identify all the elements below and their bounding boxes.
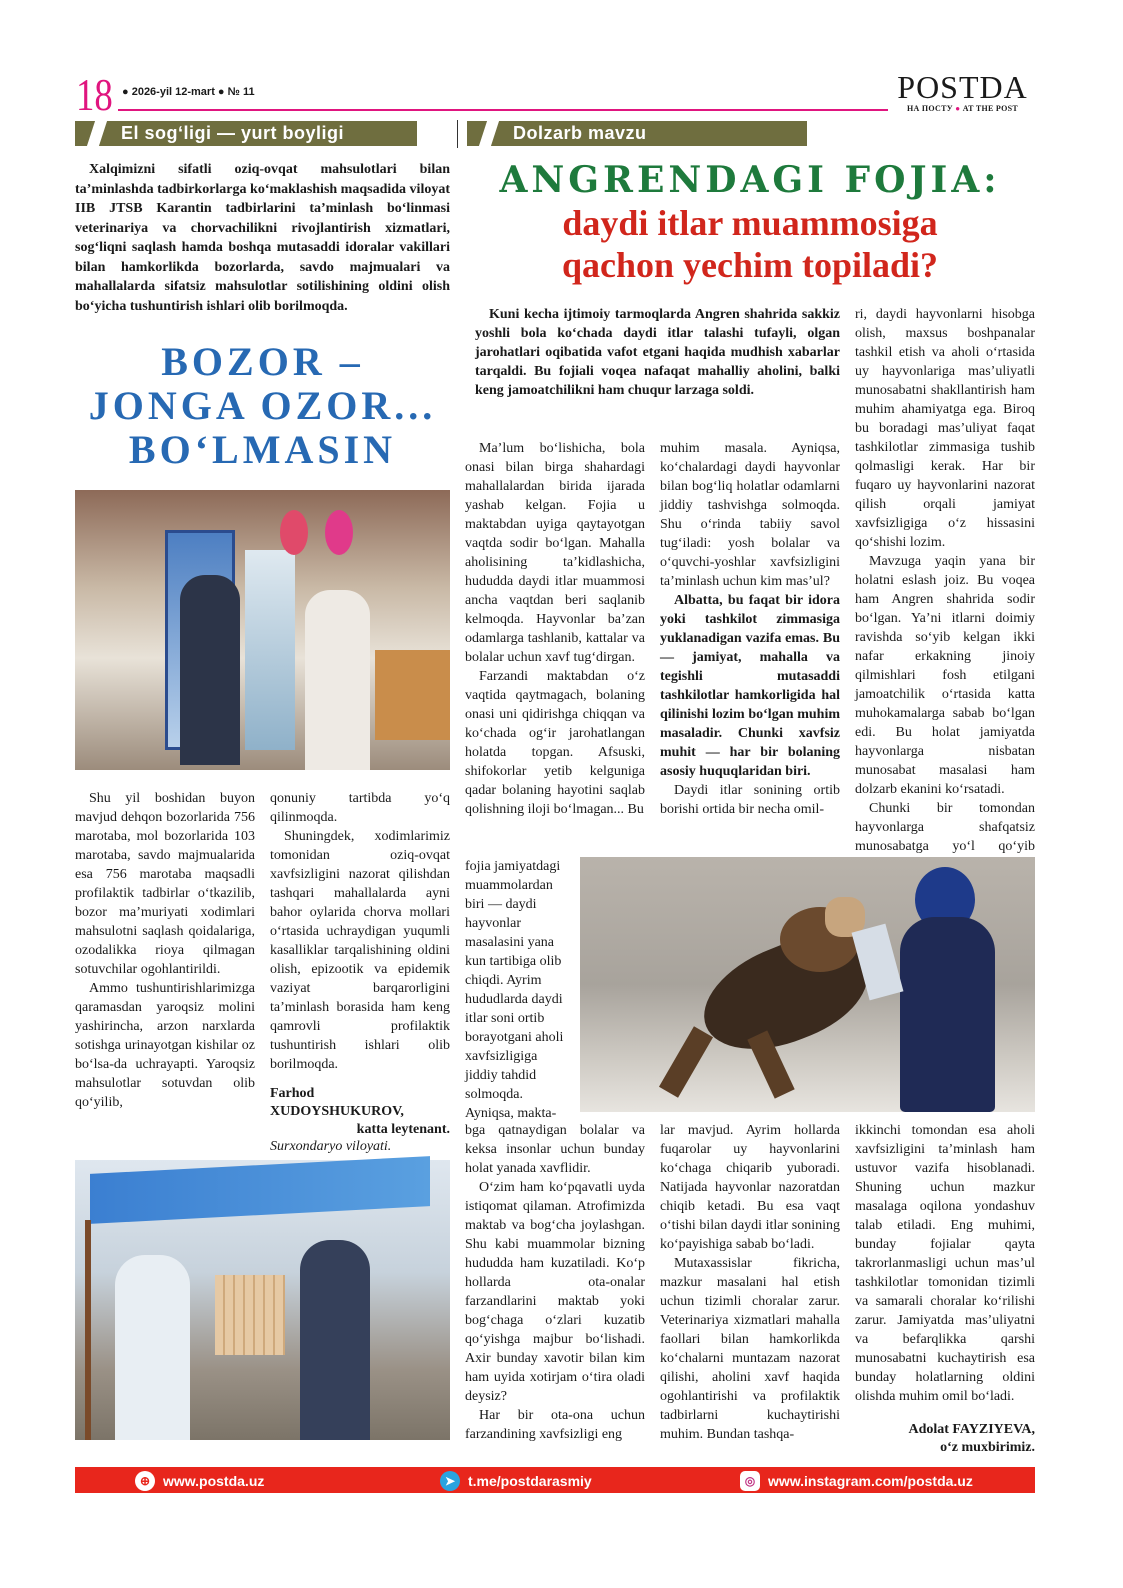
author-name: Farhod XUDOYSHUKUROV, <box>270 1086 404 1119</box>
title-line: BOZOR – <box>161 339 364 384</box>
paragraph: Har bir ota-ona uchun farzandining xavfsizligi eng <box>465 1408 645 1442</box>
left-title <box>75 340 450 472</box>
instagram-icon: ◎ <box>740 1471 760 1491</box>
author-region: Surxondaryo viloyati. <box>270 1139 392 1154</box>
rubric-right-label: Dolzarb mavzu <box>513 123 647 143</box>
paragraph: bga qatnaydigan bolalar va keksa insonlar uchun bunday holat yanada xavflidir. <box>465 1123 645 1176</box>
paragraph: Daydi itlar sonining ortib borishi ortida bir necha omil- <box>660 783 840 817</box>
paragraph: qonuniy tartibda yoʻq qilinmoqda. <box>270 791 450 825</box>
subheadline-line: daydi itlar muammosiga <box>562 203 938 243</box>
paragraph: Albatta, bu faqat bir idora yoki tashkilot zimmasiga yuklanadigan vazifa emas. Bu — jamiyat, mahalla va tegishli mutasaddi tashkilotlar hamkorligida hal qilinishi lozim boʻlgan muhim masaladir. Chunki xavfsiz muhit — har bir bolaning asosiy huquqlaridan biri. <box>660 593 840 779</box>
header-rule <box>118 109 888 111</box>
title-line: BOʻLMASIN <box>128 427 397 472</box>
issue-number: № 11 <box>227 86 255 98</box>
author-rank: katta leytenant. <box>356 1122 450 1137</box>
subheadline <box>470 202 1030 286</box>
left-intro: Xalqimizni sifatli oziq-ovqat mahsulotlari bilan taʼminlashda tadbirkorlarga koʻmaklashish maqsadida viloyat IIB JTSB Karantin tadbirlarini taʼminlash boʻlinmasi veterinariya va chorvachilikni rivojlantirish xizmatlari, sogʻliqni saqlash hamda boshqa mutasaddi idoralar vakillari bilan hamkorlikda bozorlarda, savdo majmualari va mahallalarda sifatsiz mahsulotlar sotilishining oldini olish boʻyicha tushuntirish ishlari olib borilmoqda. <box>75 162 450 314</box>
footer-bar <box>75 1467 1035 1493</box>
col-c-top <box>855 305 1035 857</box>
rubric-left-label: El sogʻligi — yurt boyligi <box>121 123 345 143</box>
paragraph: Mutaxassislar fikricha, mazkur masalani hal etish uchun tizimli choralar zarur. Veterinariya xizmatlari mahalla faollari bilan hamkorlikda koʻchalarni muntazam nazorat qilishi, aholini xavf haqida ogohlantirishi va profilaktik tadbirlarni kuchaytirishi muhim. Bundan tashqa- <box>660 1256 840 1442</box>
col-a-top <box>465 439 645 857</box>
lead-paragraph: Kuni kecha ijtimoiy tarmoqlarda Angren shahrida sakkiz yoshli bola koʻchada daydi itlar talashi tufayli, olgan jarohatlari oqibatida vafot etgani haqida mudhish xabarlar tarqaldi. Bu fojiali voqea nafaqat mahalliy aholini, balki keng jamoatchilikni ham chuqur larzaga soldi. <box>475 307 840 398</box>
headline: ANGRENDAGI FOJIA: <box>499 159 1001 201</box>
left-col-2 <box>270 789 450 1074</box>
website-link[interactable] <box>135 1471 264 1491</box>
telegram-label: t.me/postdarasmiy <box>468 1473 592 1489</box>
paragraph: Maʼlum boʻlishicha, bola onasi bilan birga shahardagi mahallalardan birida ijarada yashab kelgan. Fojia u maktabdan uyiga qaytayotgan vaqtda sodir boʻlgan. Mahalla aholisining taʼkidlashicha, hududda daydi itlar muammosi ancha vaqtdan beri saqlanib kelmoqda. Hayvonlar baʼzan odamlarga tashlanib, kattalar va bolalar uchun xavf tugʻdirgan. <box>465 441 645 665</box>
col-a-narrow: fojia jamiyatdagi muammolardan biri — daydi hayvonlar masalasini yana kun tartibiga olib chiqdi. Ayrim hududlarda daydi itlar soni ortib borayotgani aholi xavfsizligiga jiddiy tahdid solmoqda. Ayniqsa, makta- <box>465 859 564 1121</box>
paragraph: Ammo tushuntirishlarimizga qaramasdan yaroqsiz molini yashirincha, arzon narxlarda sotishga urinayotgan kishilar oz boʻlsa-da uchrayapti. Yaroqsiz mahsulotlar sotuvdan olib qoʻyilib, <box>75 981 255 1110</box>
col-a-bottom <box>465 1121 645 1463</box>
col-c-bottom: ikkinchi tomondan esa aholi xavfsizligini taʼminlash ham ustuvor vazifa hisoblanadi. Shuning uchun mazkur masalaga oqilona yondashuv talab etiladi. Eng muhimi, bunday fojialar qayta takrorlanmasligi uchun masʼul tashkilotlar tomonidan tizimli va samarali choralar koʻrilishi zarur. Jamiyatda masʼuliyatni va befarqlikka qarshi munosabatni kuchaytirish esa bunday holatlarning oldini olishda muhim omil boʻladi. <box>855 1123 1035 1404</box>
paragraph: ri, daydi hayvonlarni hisobga olish, maxsus boshpanalar tashkil etish va aholi oʻrtasida uy hayvonlariga masʼuliyatli munosabatni shakllantirish ham muhim ahamiyatga ega. Biroq bu boradagi masʼuliyat faqat tashkilotlar zimmasiga tushib qolmasligi kerak. Har bir fuqaro uy hayvonlarini nazorat qilish orqali jamiyat xavfsizligiga oʻz hissasini qoʻshishi lozim. <box>855 307 1035 550</box>
paragraph: lar mavjud. Ayrim hollarda fuqarolar uy hayvonlarini koʻchaga chiqarib yuboradi. Natijada hayvonlar nazoratdan chiqib ketadi. Bu esa vaqt oʻtishi bilan daydi itlar sonining koʻpayishiga sabab boʻladi. <box>660 1123 840 1252</box>
paragraph: Shu yil boshidan buyon mavjud dehqon bozorlarida 756 marotaba, mol bozorlarida 103 marotaba, savdo majmualarida esa 756 marotaba maqsadli profilaktik tadbirlar oʻtkazilib, bozor maʼmuriyati xodimlari mahsulotni saqlash qoidalariga, ozodalikka rioya qilmagan sotuvchilar ogohlantirildi. <box>75 791 255 977</box>
issue-date: 2026-yil 12-mart <box>131 86 215 98</box>
telegram-icon: ➤ <box>440 1471 460 1491</box>
subheadline-line: qachon yechim topiladi? <box>561 245 939 285</box>
logo-text: POSTDA <box>897 69 1028 105</box>
instagram-link[interactable] <box>740 1471 973 1491</box>
rubric-right <box>467 121 807 146</box>
paragraph: Shuningdek, xodimlarimiz tomonidan oziq-ovqat xavfsizligini nazorat qilishdan tashqari mahallalarda ayni bahor oylarida chorva mollari oʻrtasida uchraydigan yuqumli kasalliklar tarqalishining oldini olish, epizootik va epidemik vaziyat barqarorligini taʼminlash borasida ham keng qamrovli profilaktik tushuntirish ishlari olib borilmoqda. <box>270 829 450 1072</box>
paragraph: muhim masala. Ayniqsa, koʻchalardagi daydi hayvonlar bilan bogʻliq holatlar odamlarni jiddiy tashvishga solmoqda. Shu oʻrinda tabiiy savol tugʻiladi: yosh bolalar va oʻquvchi-yoshlar xavfsizligini taʼminlash uchun kim masʼul? <box>660 441 840 589</box>
author-name: Adolat FAYZIYEVA, <box>908 1422 1035 1437</box>
page-number: 18 <box>76 69 113 120</box>
paragraph: Farzandi maktabdan oʻz vaqtida qaytmagach, bolaning onasi uni qidirishga chiqqan va koʻchada ogʻir jarohatlangan holatda topgan. Afsuski, shifokorlar yetib kelguniga qadar bolaning hayotini saqlab qolishning iloji boʻlmagan... Bu <box>465 669 645 817</box>
instagram-label: www.instagram.com/postda.uz <box>768 1473 973 1489</box>
logo-sub-en: AT THE POST <box>962 104 1019 113</box>
left-byline <box>270 1085 450 1155</box>
dateline: ● 2026-yil 12-mart ● № 11 <box>122 86 255 98</box>
egg-stall-photo <box>75 1160 450 1440</box>
col-b-bottom <box>660 1121 840 1463</box>
paragraph: Oʻzim ham koʻpqavatli uyda istiqomat qilaman. Atrofimizda maktab va bogʻcha joylashgan. Shu kabi muammolar bizning hududda ham kuzatiladi. Koʻp hollarda ota-onalar farzandlarini maktab yoki bogʻchaga oʻzlari kuzatib qoʻyishga majbur boʻlishadi. Axir bunday xavotir bilan kim ham uyida xotirjam oʻtira oladi deysiz? <box>465 1180 645 1404</box>
left-col-1 <box>75 789 255 1134</box>
author-role: oʻz muxbirimiz. <box>940 1440 1035 1455</box>
right-byline <box>855 1421 1035 1457</box>
paragraph: Mavzuga yaqin yana bir holatni eslash joiz. Bu voqea ham Angren shahrida sodir boʻlgan. Yaʼni itlarni doimiy ravishda soʻyib kelgan ikki nafar erkakning jinoiy qilmishlari fosh etilgani jamoatchilik oʻrtasida katta muhokamalarga sabab boʻlgan edi. Bu holat jamiyatda hayvonlarga nisbatan munosabat masalasi ham dolzarb ekanini koʻrsatadi. <box>855 554 1035 797</box>
paragraph: Chunki bir tomondan hayvonlarga shafqatsiz munosabatga yoʻl qoʻyib <box>855 801 1035 854</box>
title-line: JONGA OZOR... <box>88 383 437 428</box>
globe-icon: ⊕ <box>135 1471 155 1491</box>
website-label: www.postda.uz <box>163 1473 265 1489</box>
rubric-left <box>75 121 417 146</box>
market-inspection-photo <box>75 490 450 770</box>
stray-dog-photo <box>580 857 1035 1112</box>
logo-subtitle: НА ПОСТУ ● AT THE POST <box>906 104 1019 113</box>
logo-sub-ru: НА ПОСТУ <box>906 104 953 113</box>
col-b-top <box>660 439 840 857</box>
telegram-link[interactable] <box>440 1471 592 1491</box>
newspaper-logo <box>890 70 1035 113</box>
column-divider <box>457 120 458 148</box>
